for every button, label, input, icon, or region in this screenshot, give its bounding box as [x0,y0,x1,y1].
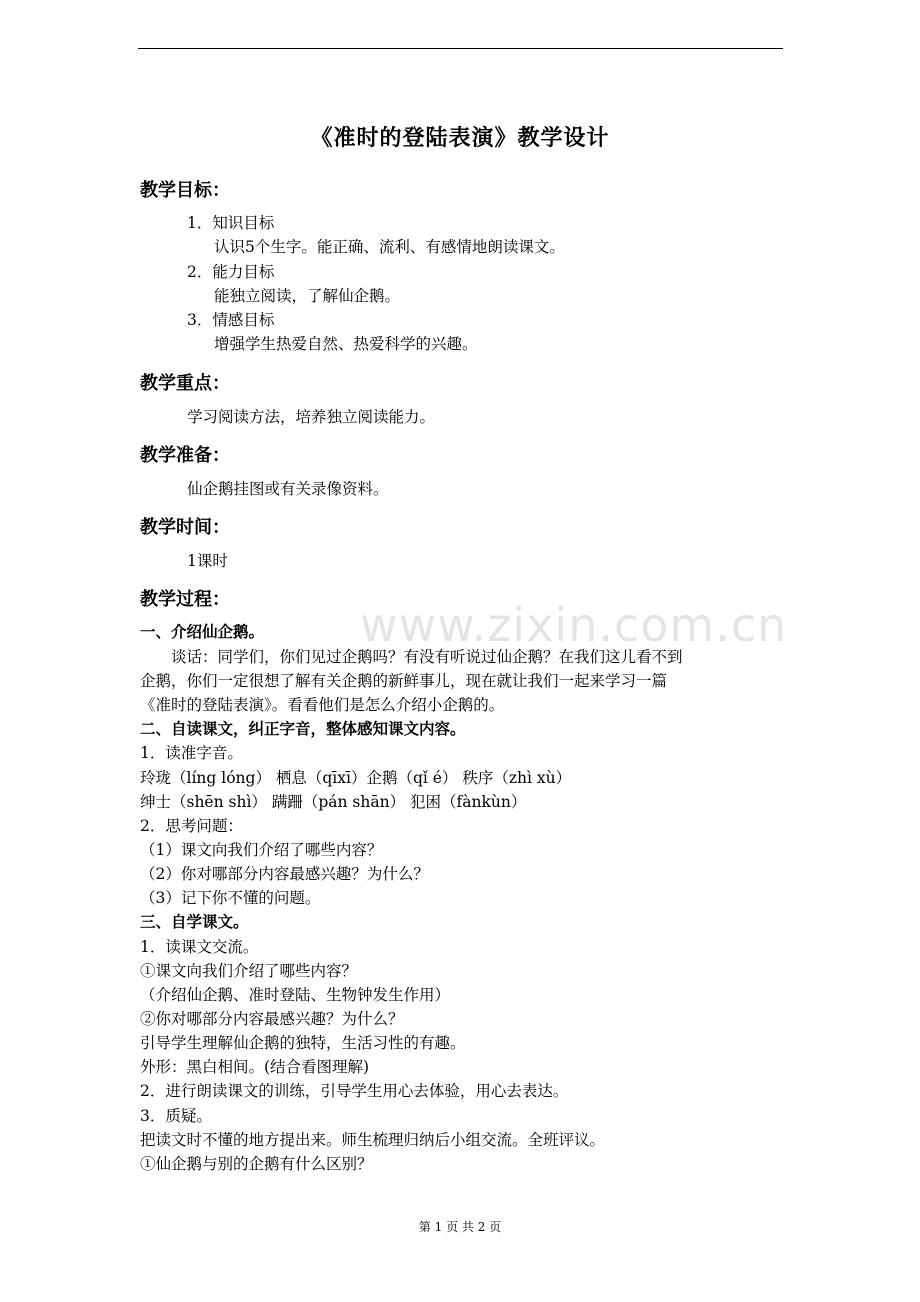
page-footer: 第 1 页 共 2 页 [418,1220,502,1234]
process-section-2: 二、自读课文，纠正字音，整体感知课文内容。 [140,720,466,738]
goal-1-text: 知识目标 [212,214,275,232]
process-line: 外形：黑白相间。(结合看图理解) [140,1058,370,1076]
process-line: 2．进行朗读课文的训练，引导学生用心去体验，用心去表达。 [140,1082,569,1100]
goal-1-number: 1． [187,214,213,232]
goal-3-number: 3． [187,311,213,329]
pinyin-line-1: 玲珑（líng lóng） 栖息（qīxī）企鹅（qǐ é） 秩序（zhì xù） [140,769,572,787]
process-line: 1．读课文交流。 [140,938,259,956]
goal-3-detail: 增强学生热爱自然、热爱科学的兴趣。 [214,335,478,353]
heading-time: 教学时间： [140,517,230,538]
process-line: （介绍仙企鹅、准时登陆、生物钟发生作用） [140,986,451,1004]
process-section-3: 三、自学课文。 [140,913,249,931]
header-rule [138,48,783,49]
goal-1-label [187,211,274,233]
process-line: 谈话：同学们，你们见过企鹅吗？有没有听说过仙企鹅？在我们这儿看不到 [140,648,683,666]
process-line: 企鹅，你们一定很想了解有关企鹅的新鲜事儿，现在就让我们一起来学习一篇 [140,672,668,690]
question-2: （2）你对哪部分内容最感兴趣？为什么？ [140,865,429,883]
goal-2-text: 能力目标 [212,263,275,281]
goal-2-label [187,260,274,282]
heading-prep: 教学准备： [140,445,230,466]
pinyin-line-2: 绅士（shēn shì） 蹒跚（pán shān） 犯困（fànkùn） [140,793,527,811]
time-text: 1课时 [187,552,228,570]
process-line: 《准时的登陆表演》。看看他们是怎么介绍小企鹅的。 [140,696,505,714]
heading-process: 教学过程： [140,589,230,610]
process-line: 1．读准字音。 [140,744,243,762]
prep-text: 仙企鹅挂图或有关录像资料。 [187,480,389,498]
process-line: ①仙企鹅与别的企鹅有什么区别？ [140,1155,373,1173]
process-line: 2．思考问题： [140,817,243,835]
process-section-1: 一、介绍仙企鹅。 [140,623,265,641]
process-line: 引导学生理解仙企鹅的独特，生活习性的有趣。 [140,1034,466,1052]
process-line: ②你对哪部分内容最感兴趣？为什么？ [140,1010,404,1028]
heading-focus: 教学重点： [140,373,230,394]
question-3: （3）记下你不懂的问题。 [140,889,321,907]
goal-2-number: 2． [187,263,213,281]
document-title: 《准时的登陆表演》教学设计 [310,126,610,151]
goal-2-detail: 能独立阅读，了解仙企鹅。 [214,287,401,305]
goal-3-label [187,308,274,330]
process-line: 把读文时不懂的地方提出来。师生梳理归纳后小组交流。全班评议。 [140,1131,606,1149]
heading-goals: 教学目标： [140,180,230,201]
question-1: （1）课文向我们介绍了哪些内容？ [140,841,383,859]
goal-3-text: 情感目标 [212,311,275,329]
goal-1-detail: 认识5个生字。能正确、流利、有感情地朗读课文。 [214,238,565,256]
process-line: ①课文向我们介绍了哪些内容？ [140,962,358,980]
process-line: 3．质疑。 [140,1107,212,1125]
watermark: www.zixin.com.cn [360,598,788,652]
focus-text: 学习阅读方法，培养独立阅读能力。 [187,408,436,426]
